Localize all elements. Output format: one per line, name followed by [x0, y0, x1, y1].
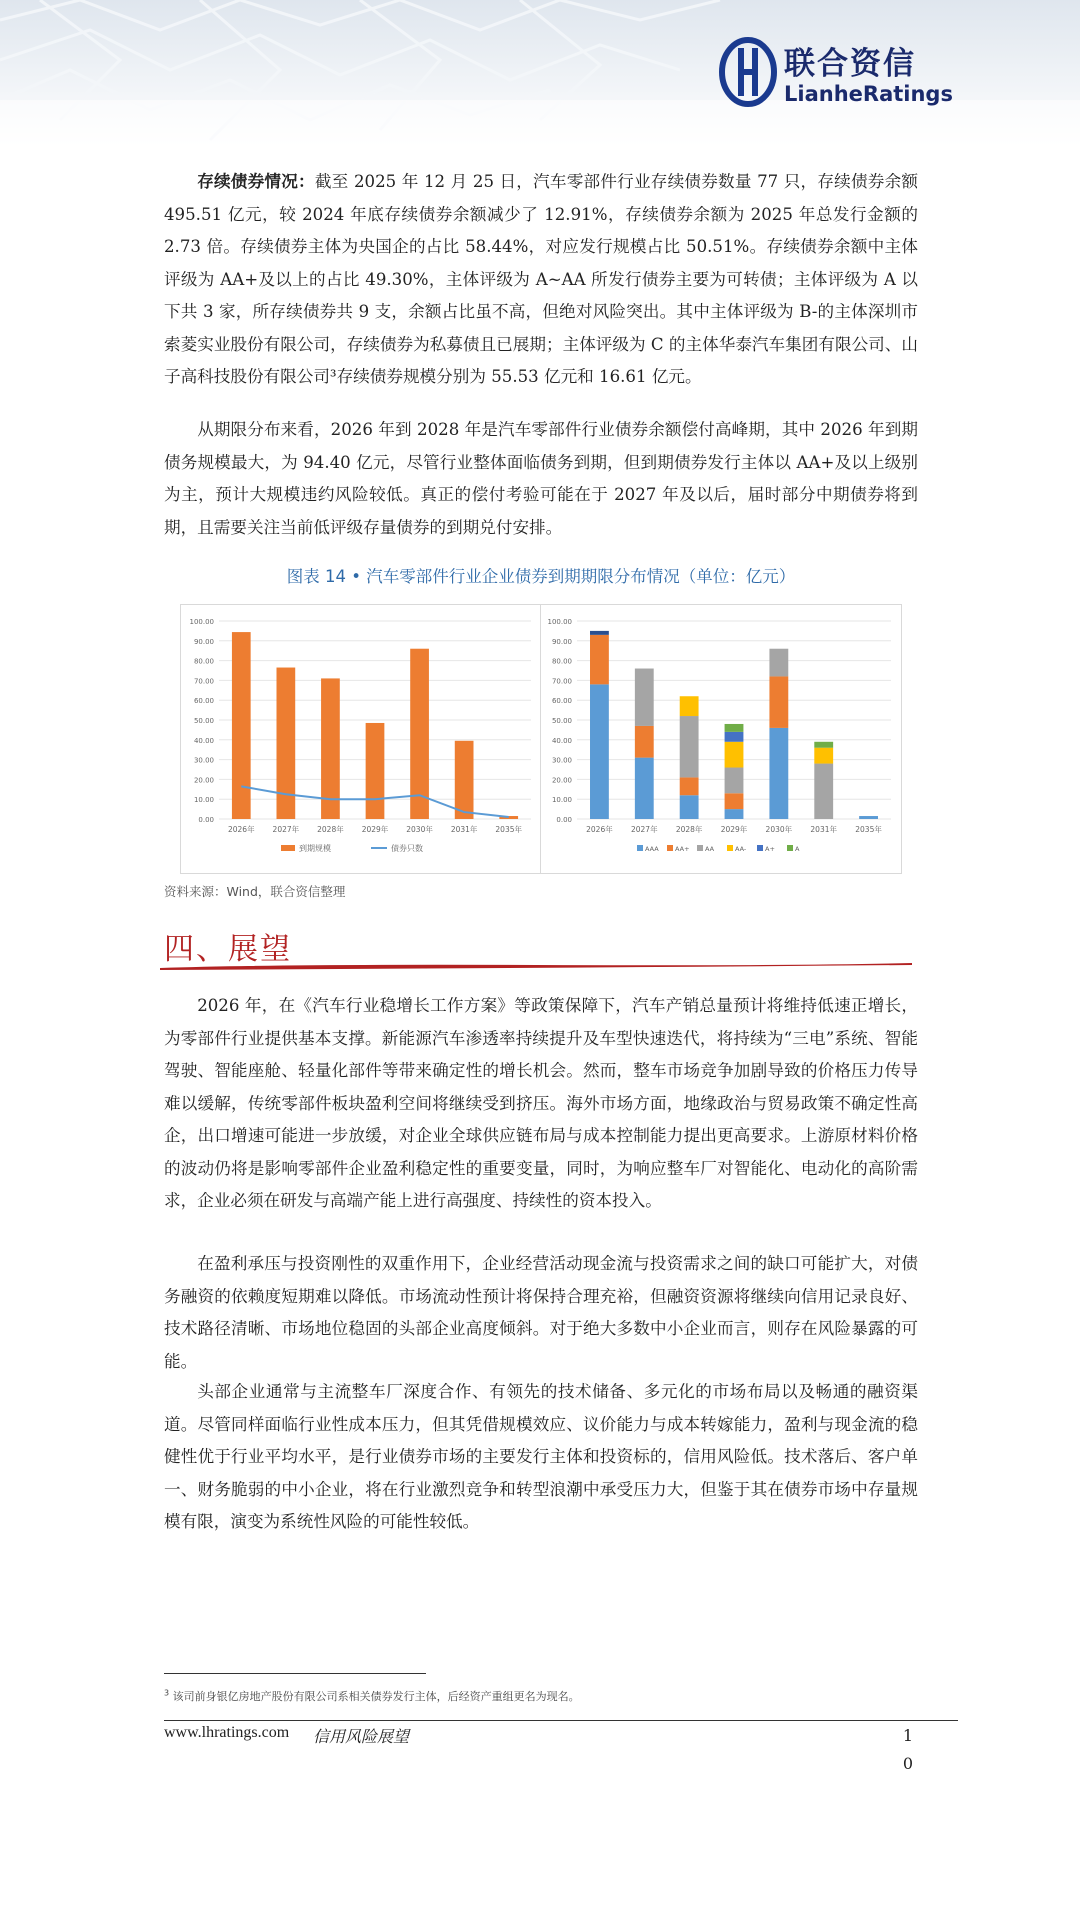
- y-tick-label: 90.00: [551, 637, 572, 646]
- paragraph-outstanding-bonds: [164, 165, 918, 394]
- x-tick-label: 2031年: [450, 825, 478, 834]
- x-tick-label: 2031年: [810, 825, 838, 834]
- legend-swatch: [637, 845, 643, 851]
- page-number: 10: [902, 1726, 914, 1773]
- y-tick-label: 80.00: [193, 657, 214, 666]
- bar-segment-AAA: [635, 758, 654, 819]
- y-tick-label: 40.00: [193, 736, 214, 745]
- bar-segment-AA: [635, 669, 654, 726]
- paragraph-label: 存续债券情况：: [197, 171, 315, 191]
- logo-english-name: LianheRatings: [784, 82, 953, 106]
- legend-swatch: [757, 845, 763, 851]
- legend-swatch: [667, 845, 673, 851]
- footnote: [164, 1688, 580, 1704]
- x-tick-label: 2026年: [227, 825, 255, 834]
- bar-segment-AA-: [725, 742, 744, 768]
- bar-segment-AA+: [590, 635, 609, 685]
- figure-source: 资料来源：Wind，联合资信整理: [164, 884, 346, 899]
- bar-segment-A: [814, 742, 833, 748]
- y-tick-label: 60.00: [551, 697, 572, 706]
- bar-segment-AA: [680, 716, 699, 777]
- y-tick-label: 50.00: [193, 717, 214, 725]
- y-tick-label: 80.00: [551, 657, 572, 666]
- legend-label: AA: [705, 845, 715, 853]
- footnote-text: 该司前身银亿房地产股份有限公司系相关债券发行主体，后经资产重组更名为现名。: [172, 1690, 580, 1703]
- footer-publication-name: 信用风险展望: [313, 1727, 410, 1746]
- bar-maturity-scale: [232, 632, 251, 819]
- bar-segment-AA+: [635, 726, 654, 758]
- bar-segment-AA: [814, 764, 833, 819]
- y-tick-label: 60.00: [193, 697, 214, 706]
- x-tick-label: 2026年: [586, 825, 613, 834]
- section-heading-underline: [160, 962, 912, 970]
- legend-label: AAA: [645, 845, 659, 853]
- x-tick-label: 2030年: [765, 825, 793, 834]
- y-tick-label: 100.00: [189, 618, 214, 626]
- x-tick-label: 2029年: [361, 825, 389, 834]
- bar-segment-AA+: [725, 793, 744, 809]
- x-tick-label: 2028年: [317, 825, 344, 834]
- section-heading: 四、展望: [164, 932, 292, 967]
- bar-segment-AAA: [859, 816, 878, 819]
- bar-segment-AA-: [680, 696, 699, 716]
- legend-label: 债券只数: [391, 844, 423, 853]
- legend-label: AA+: [675, 845, 690, 853]
- y-tick-label: 100.00: [547, 618, 572, 626]
- y-tick-label: 40.00: [551, 736, 572, 745]
- y-tick-label: 10.00: [193, 796, 214, 805]
- bar-segment-AAA: [769, 728, 788, 819]
- footnote-rule: [164, 1673, 426, 1674]
- bar-segment-A+: [725, 732, 744, 742]
- y-tick-label: 90.00: [193, 637, 214, 646]
- y-tick-label: 20.00: [193, 776, 214, 785]
- footer-rule: [164, 1720, 958, 1721]
- paragraph-text: 截至 2025 年 12 月 25 日，汽车零部件行业存续债券数量 77 只，存续债券余额 495.51 亿元，较 2024 年底存续债券余额减少了 12.91%，存续债券余额为 2025 年总发行金额的 2.73 倍。存续债券主体为央国企的占比 58.44%，对应发行规模占比 50.51%。存续债券余额中主体评级为 AA+及以上的占比 49.30%，主体评级为 A~AA 所发行债券主要为可转债；主体评级为 A 以下共 3 家，所存续债券共 9 支，余额占比虽不高，但绝对风险突出。其中主体评级为 B-的主体深圳市索菱实业股份有限公司，存续债券为私募债且已展期；主体评级为 C 的主体华泰汽车集团有限公司、山子高科技股份有限公司³存续债券规模分别为 55.53 亿元和 16.61 亿元。: [164, 172, 918, 386]
- y-tick-label: 50.00: [551, 717, 572, 725]
- y-tick-label: 70.00: [551, 677, 572, 686]
- chart-maturity-by-rating-svg: [541, 605, 901, 873]
- legend-label: A+: [765, 845, 775, 853]
- x-tick-label: 2027年: [272, 825, 300, 834]
- legend-swatch: [697, 845, 703, 851]
- y-tick-label: 30.00: [193, 756, 214, 765]
- bar-maturity-scale: [276, 668, 295, 819]
- x-tick-label: 2035年: [855, 825, 882, 834]
- x-tick-label: 2028年: [675, 825, 703, 834]
- bar-segment-AA+: [680, 777, 699, 795]
- paragraph-outlook-3: 头部企业通常与主流整车厂深度合作、有领先的技术储备、多元化的市场布局以及畅通的融资渠道。尽管同样面临行业性成本压力，但其凭借规模效应、议价能力与成本转嫁能力，盈利与现金流的稳健性优于行业平均水平，是行业债券市场的主要发行主体和投资标的，信用风险低。技术落后、客户单一、财务脆弱的中小企业，将在行业激烈竞争和转型浪潮中承受压力大，但鉴于其在债券市场中存量规模有限，演变为系统性风险的可能性较低。: [164, 1382, 918, 1531]
- lianhe-logo: [718, 36, 953, 116]
- bar-segment-AA: [769, 649, 788, 677]
- bar-segment-A: [725, 724, 744, 732]
- chart-maturity-by-rating: [540, 604, 902, 874]
- x-tick-label: 2035年: [495, 825, 523, 834]
- paragraph-outlook-2: 在盈利承压与投资刚性的双重作用下，企业经营活动现金流与投资需求之间的缺口可能扩大，对债务融资的依赖度短期难以降低。市场流动性预计将保持合理充裕，但融资资源将继续向信用记录良好、技术路径清晰、市场地位稳固的头部企业高度倾斜。对于绝大多数中小企业而言，则存在风险暴露的可能。: [164, 1254, 918, 1371]
- bar-segment-AAA: [590, 684, 609, 819]
- bar-segment-其他: [590, 631, 609, 635]
- legend-swatch-scale: [281, 845, 295, 851]
- y-tick-label: 0.00: [198, 816, 214, 824]
- legend-label: AA-: [735, 845, 747, 853]
- chart-maturity-scale: [180, 604, 542, 874]
- figure-title: 图表 14 • 汽车零部件行业企业债券到期期限分布情况（单位：亿元）: [286, 567, 796, 586]
- y-tick-label: 10.00: [551, 796, 572, 805]
- y-tick-label: 30.00: [551, 756, 572, 765]
- bar-maturity-scale: [410, 649, 429, 819]
- legend-label: A: [795, 845, 800, 853]
- chart-maturity-scale-svg: [181, 605, 541, 873]
- legend-swatch: [787, 845, 793, 851]
- bar-maturity-scale: [455, 741, 474, 819]
- bar-segment-AAA: [725, 809, 744, 819]
- logo-chinese-name: 联合资信: [784, 46, 916, 82]
- bar-segment-AAA: [680, 795, 699, 819]
- footnote-mark: 3: [164, 1688, 170, 1698]
- x-tick-label: 2029年: [720, 825, 748, 834]
- y-tick-label: 0.00: [556, 816, 572, 824]
- paragraph-maturity-distribution: 从期限分布来看，2026 年到 2028 年是汽车零部件行业债券余额偿付高峰期，其中 2026 年到期债务规模最大，为 94.40 亿元，尽管行业整体面临债务到期，但到期债券发行主体以 AA+及以上级别为主，预计大规模违约风险较低。真正的偿付考验可能在于 2027 年及以后，届时部分中期债券将到期，且需要关注当前低评级存量债券的到期兑付安排。: [164, 420, 918, 537]
- paragraph-outlook-1: 2026 年，在《汽车行业稳增长工作方案》等政策保障下，汽车产销总量预计将维持低速正增长，为零部件行业提供基本支撑。新能源汽车渗透率持续提升及车型快速迭代，将持续为“三电”系统、智能驾驶、智能座舱、轻量化部件等带来确定性的增长机会。然而，整车市场竞争加剧导致的价格压力传导难以缓解，传统零部件板块盈利空间将继续受到挤压。海外市场方面，地缘政治与贸易政策不确定性高企，出口增速可能进一步放缓，对企业全球供应链布局与成本控制能力提出更高要求。上游原材料价格的波动仍将是影响零部件企业盈利稳定性的重要变量，同时，为响应整车厂对智能化、电动化的高阶需求，企业必须在研发与高端产能上进行高强度、持续性的资本投入。: [164, 996, 918, 1210]
- y-tick-label: 20.00: [551, 776, 572, 785]
- x-tick-label: 2027年: [630, 825, 658, 834]
- bar-maturity-scale: [366, 723, 385, 819]
- legend-swatch: [727, 845, 733, 851]
- legend-label: 到期规模: [299, 844, 331, 853]
- bar-segment-AA-: [814, 748, 833, 764]
- footer-website-link[interactable]: www.lhratings.com: [164, 1724, 290, 1741]
- x-tick-label: 2030年: [406, 825, 433, 834]
- bar-segment-AA+: [769, 676, 788, 727]
- bar-segment-AA: [725, 768, 744, 794]
- y-tick-label: 70.00: [193, 677, 214, 686]
- lianhe-logo-mark-icon: [718, 36, 778, 108]
